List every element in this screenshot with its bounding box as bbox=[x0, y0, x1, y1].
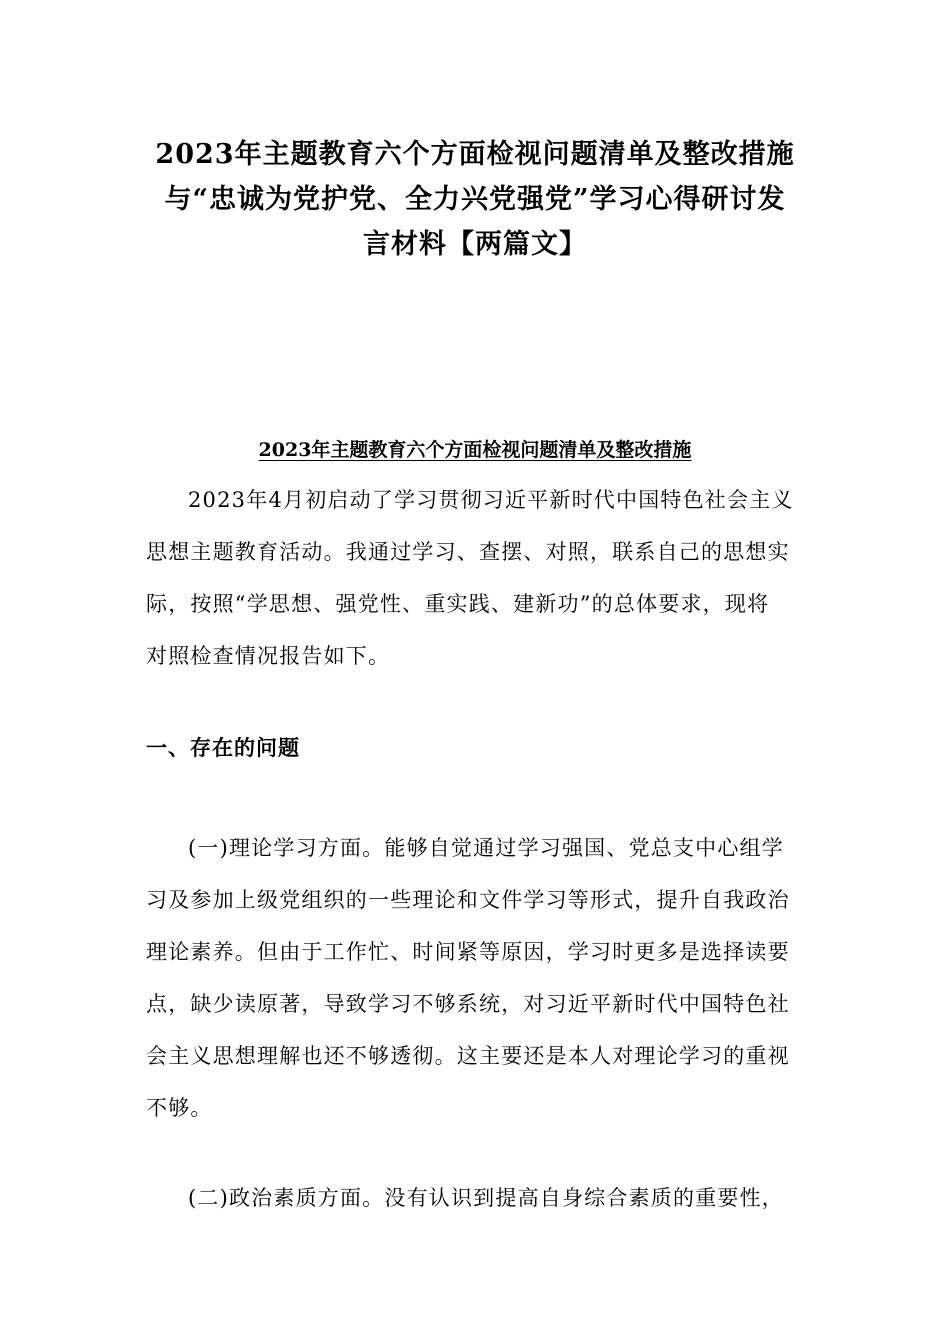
paragraph-line: 思想主题教育活动。我通过学习、查摆、对照，联系自己的思想实 bbox=[146, 540, 790, 564]
document-title bbox=[120, 132, 830, 267]
section-title bbox=[120, 434, 830, 466]
paragraph-line: 际，按照“学思想、强党性、重实践、建新功”的总体要求，现将 bbox=[146, 592, 770, 616]
political-quality-paragraph bbox=[146, 1172, 806, 1224]
paragraph-line: 点，缺少读原著，导致学习不够系统，对习近平新时代中国特色社 bbox=[146, 992, 790, 1016]
paragraph-line: 习及参加上级党组织的一些理论和文件学习等形式，提升自我政治 bbox=[146, 888, 790, 912]
title-line: 言材料【两篇文】 bbox=[363, 229, 587, 260]
paragraph-line: 会主义思想理解也还不够透彻。这主要还是本人对理论学习的重视 bbox=[146, 1044, 790, 1068]
paragraph-line: 不够。 bbox=[146, 1096, 213, 1120]
problems-heading: 一、存在的问题 bbox=[146, 735, 300, 760]
theory-study-paragraph bbox=[146, 822, 806, 1134]
paragraph-line: 2023年4月初启动了学习贯彻习近平新时代中国特色社会主义 bbox=[188, 488, 794, 512]
title-line: 2023年主题教育六个方面检视问题清单及整改措施 bbox=[155, 139, 795, 170]
title-line: 与“忠诚为党护党、全力兴党强党”学习心得研讨发 bbox=[164, 184, 786, 215]
paragraph-line: 理论素养。但由于工作忙、时间紧等原因，学习时更多是选择读要 bbox=[146, 940, 790, 964]
paragraph-line: (二)政治素质方面。没有认识到提高自身综合素质的重要性， bbox=[188, 1186, 784, 1210]
paragraph-line: 对照检查情况报告如下。 bbox=[146, 644, 391, 668]
intro-paragraph bbox=[146, 474, 806, 682]
section-title-text: 2023年主题教育六个方面检视问题清单及整改措施 bbox=[258, 439, 692, 461]
paragraph-line: (一)理论学习方面。能够自觉通过学习强国、党总支中心组学 bbox=[188, 836, 784, 860]
